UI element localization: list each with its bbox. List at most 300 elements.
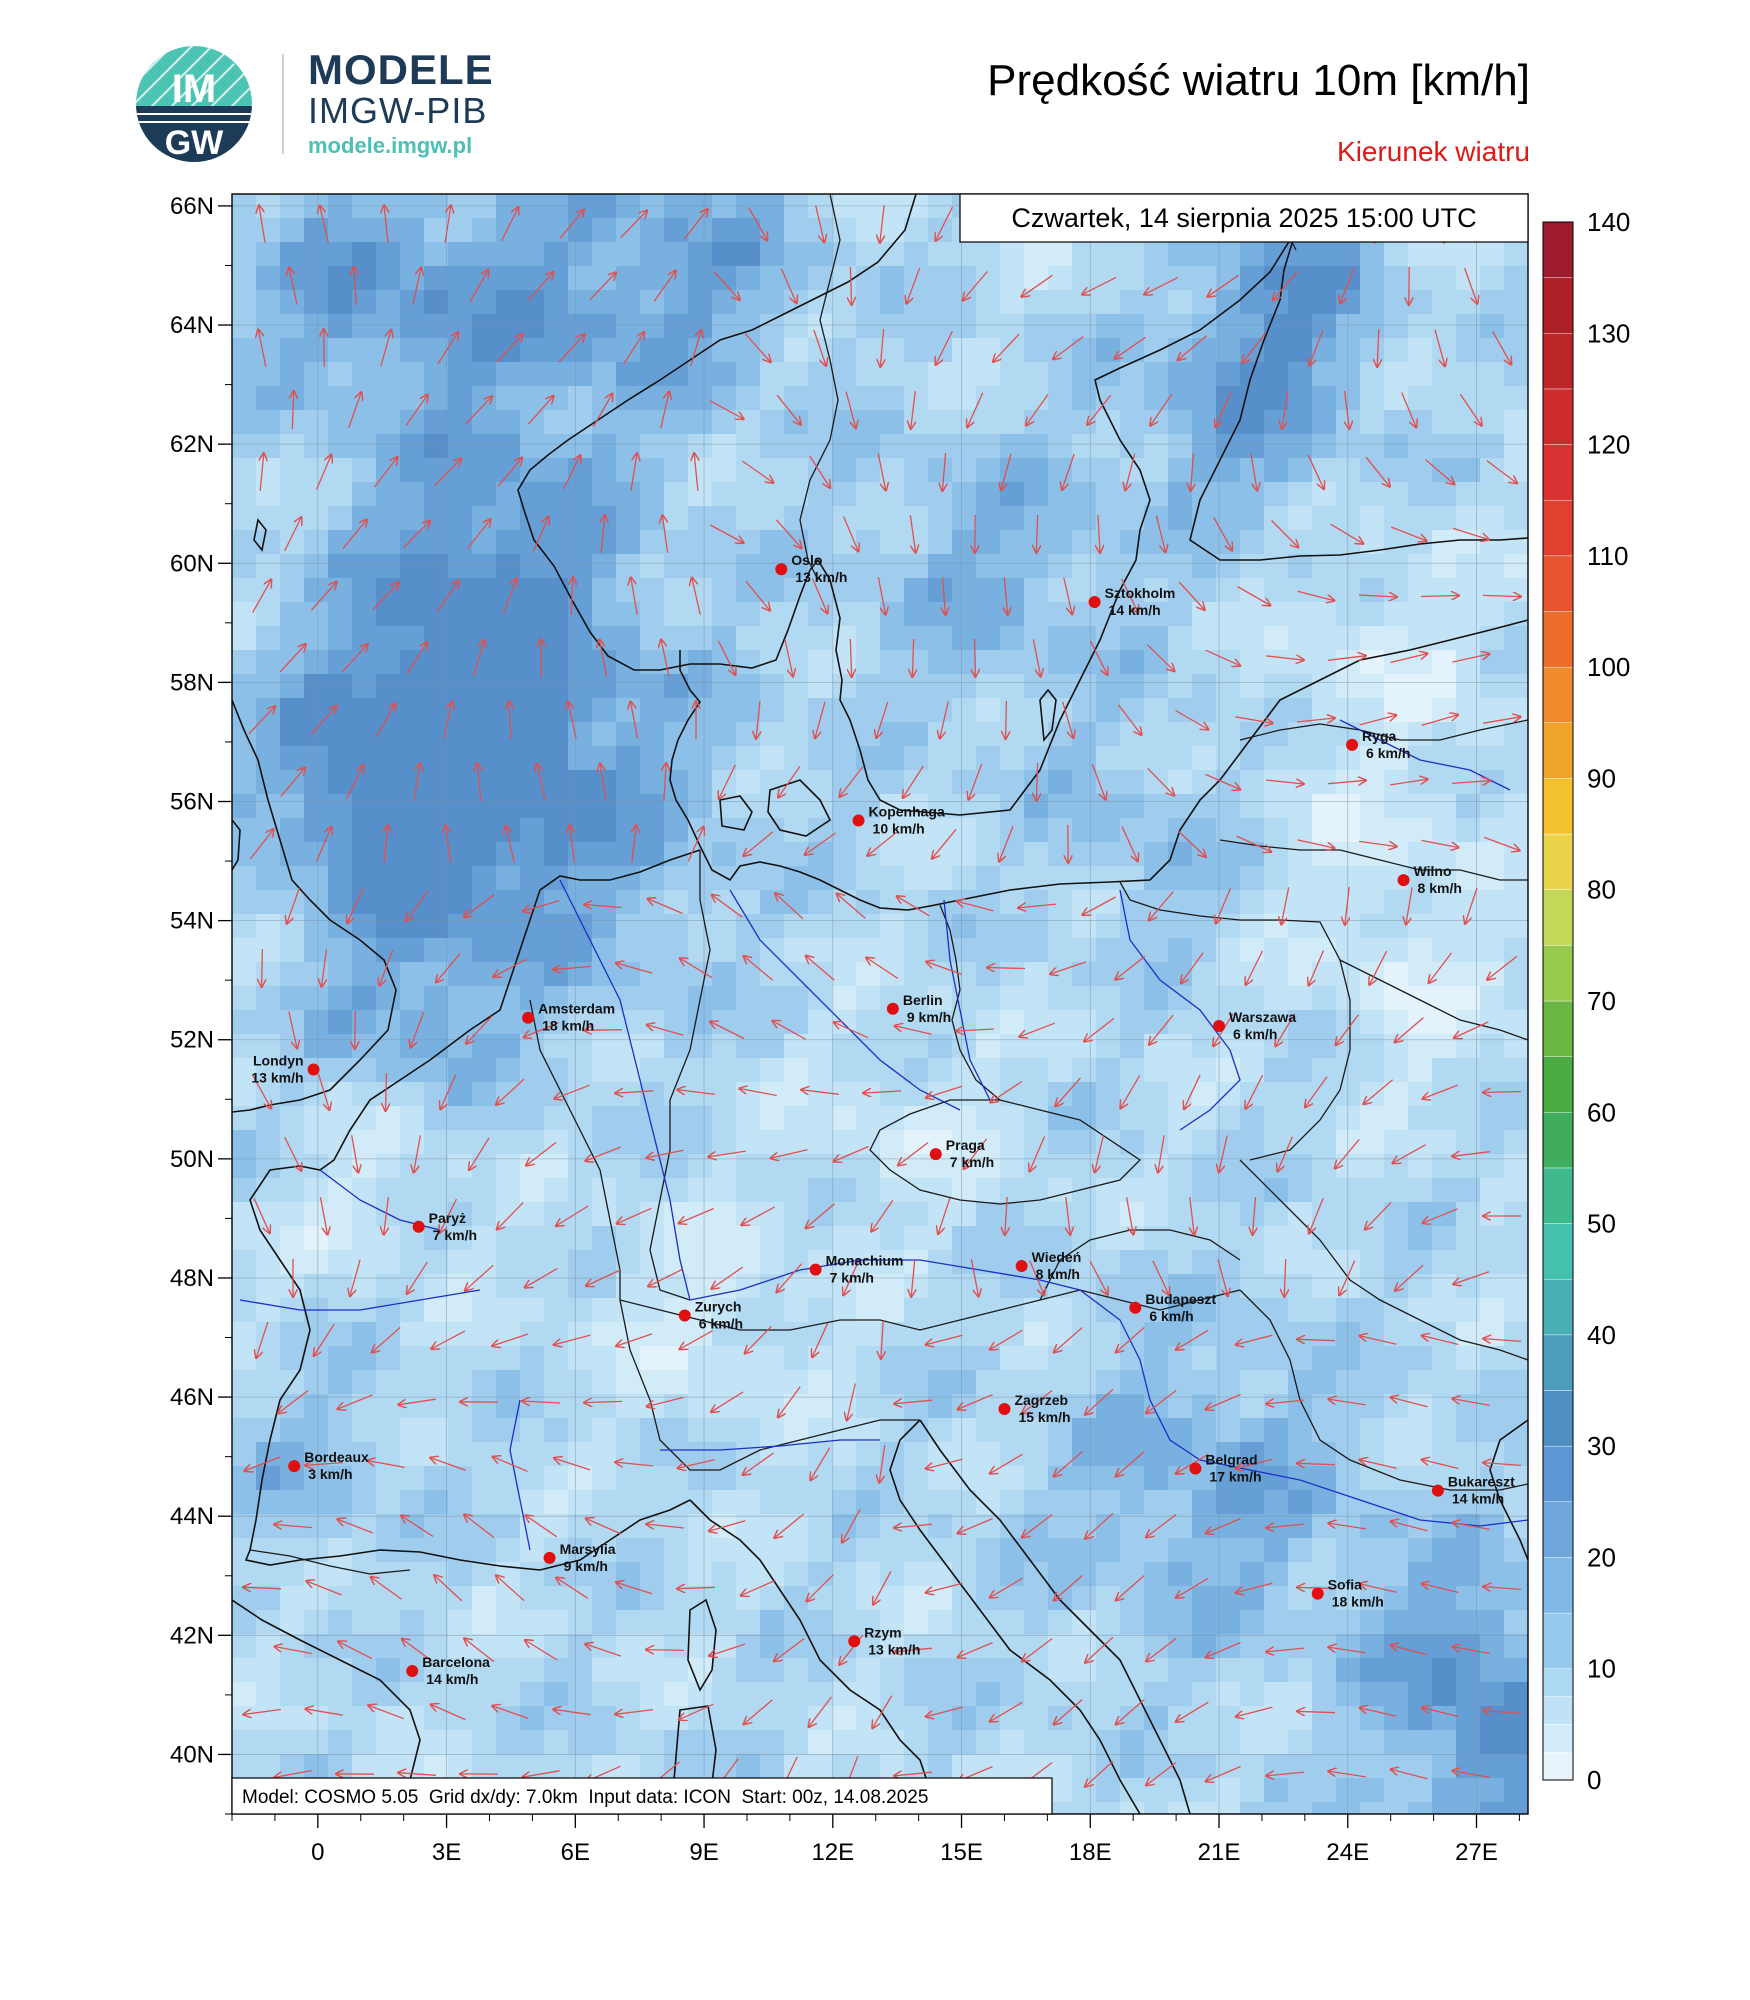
wind-speed-cell: [1000, 1106, 1025, 1131]
wind-speed-cell: [400, 1394, 425, 1419]
wind-speed-cell: [328, 962, 353, 987]
chart-subtitle: Kierunek wiatru: [1337, 136, 1530, 167]
wind-speed-cell: [760, 986, 785, 1011]
wind-speed-cell: [1096, 434, 1121, 459]
wind-speed-cell: [592, 1754, 617, 1779]
wind-arrow: [1006, 701, 1007, 739]
wind-speed-cell: [712, 1442, 737, 1467]
wind-speed-cell: [616, 794, 641, 819]
wind-speed-cell: [280, 986, 305, 1011]
wind-speed-cell: [952, 1538, 977, 1563]
wind-speed-cell: [280, 674, 305, 699]
wind-speed-cell: [736, 530, 761, 555]
wind-speed-cell: [376, 242, 401, 267]
wind-speed-cell: [1048, 962, 1073, 987]
wind-speed-cell: [1024, 1202, 1049, 1227]
wind-speed-cell: [688, 1538, 713, 1563]
wind-speed-cell: [544, 626, 569, 651]
wind-speed-cell: [592, 674, 617, 699]
wind-speed-cell: [256, 458, 281, 483]
wind-speed-cell: [1192, 434, 1217, 459]
wind-speed-cell: [1504, 1730, 1529, 1755]
wind-speed-cell: [256, 218, 281, 243]
wind-speed-cell: [760, 1010, 785, 1035]
wind-speed-cell: [1144, 242, 1169, 267]
wind-speed-cell: [664, 554, 689, 579]
wind-speed-cell: [544, 362, 569, 387]
wind-speed-cell: [1480, 1322, 1505, 1347]
wind-speed-cell: [1312, 1730, 1337, 1755]
wind-speed-cell: [352, 314, 377, 339]
wind-speed-cell: [1288, 1514, 1313, 1539]
city-marker[interactable]: [1016, 1260, 1028, 1272]
wind-speed-cell: [232, 1226, 257, 1251]
wind-speed-cell: [376, 290, 401, 315]
wind-speed-cell: [568, 722, 593, 747]
wind-speed-cell: [1264, 1082, 1289, 1107]
colorbar-swatch: [1543, 834, 1573, 890]
wind-speed-cell: [544, 458, 569, 483]
wind-speed-cell: [280, 1178, 305, 1203]
wind-speed-cell: [328, 314, 353, 339]
wind-speed-cell: [880, 578, 905, 603]
wind-speed-cell: [1000, 1346, 1025, 1371]
wind-speed-cell: [1264, 578, 1289, 603]
wind-speed-cell: [1024, 482, 1049, 507]
wind-speed-cell: [568, 1202, 593, 1227]
wind-speed-cell: [688, 1418, 713, 1443]
wind-speed-cell: [664, 1442, 689, 1467]
wind-speed-cell: [1000, 650, 1025, 675]
wind-speed-cell: [1432, 1514, 1457, 1539]
wind-speed-cell: [1216, 842, 1241, 867]
wind-speed-cell: [904, 1394, 929, 1419]
city-marker[interactable]: [308, 1064, 320, 1076]
wind-speed-cell: [760, 1130, 785, 1155]
wind-speed-cell: [1216, 1562, 1241, 1587]
wind-speed-cell: [1384, 1130, 1409, 1155]
wind-speed-cell: [1096, 842, 1121, 867]
wind-speed-cell: [808, 962, 833, 987]
wind-speed-cell: [832, 530, 857, 555]
wind-speed-cell: [1240, 1250, 1265, 1275]
wind-speed-cell: [592, 1706, 617, 1731]
wind-speed-cell: [1384, 338, 1409, 363]
wind-speed-cell: [976, 722, 1001, 747]
wind-speed-cell: [232, 434, 257, 459]
wind-speed-cell: [496, 266, 521, 291]
wind-speed-cell: [496, 650, 521, 675]
city-marker[interactable]: [853, 815, 865, 827]
wind-speed-cell: [1072, 554, 1097, 579]
wind-speed-cell: [544, 794, 569, 819]
wind-speed-cell: [280, 1010, 305, 1035]
wind-speed-cell: [904, 530, 929, 555]
wind-speed-cell: [1288, 842, 1313, 867]
wind-speed-cell: [256, 1106, 281, 1131]
wind-speed-cell: [736, 962, 761, 987]
wind-speed-cell: [904, 362, 929, 387]
wind-speed-cell: [1096, 242, 1121, 267]
wind-speed-cell: [448, 1106, 473, 1131]
wind-speed-cell: [400, 1130, 425, 1155]
wind-speed-cell: [592, 266, 617, 291]
wind-speed-cell: [688, 434, 713, 459]
wind-speed-cell: [280, 1418, 305, 1443]
city-marker[interactable]: [1398, 874, 1410, 886]
wind-speed-cell: [1288, 1178, 1313, 1203]
colorbar-swatch: [1543, 1391, 1573, 1447]
wind-speed-cell: [1168, 674, 1193, 699]
wind-speed-cell: [1288, 506, 1313, 531]
wind-speed-cell: [1120, 746, 1145, 771]
wind-speed-cell: [1048, 1154, 1073, 1179]
wind-speed-cell: [808, 1010, 833, 1035]
wind-speed-cell: [664, 1106, 689, 1131]
wind-speed-cell: [568, 530, 593, 555]
wind-speed-cell: [1312, 290, 1337, 315]
wind-speed-cell: [232, 1418, 257, 1443]
wind-speed-cell: [1048, 266, 1073, 291]
wind-speed-cell: [376, 770, 401, 795]
city-marker[interactable]: [288, 1460, 300, 1472]
wind-speed-cell: [1048, 1130, 1073, 1155]
wind-speed-cell: [1144, 1082, 1169, 1107]
wind-speed-cell: [1168, 1634, 1193, 1659]
wind-speed-cell: [1288, 434, 1313, 459]
wind-speed-cell: [1240, 890, 1265, 915]
city-marker[interactable]: [998, 1403, 1010, 1415]
city-marker[interactable]: [1432, 1485, 1444, 1497]
wind-speed-cell: [1360, 266, 1385, 291]
wind-speed-cell: [328, 1586, 353, 1611]
wind-speed-cell: [496, 578, 521, 603]
wind-speed-cell: [472, 1370, 497, 1395]
wind-speed-cell: [568, 1058, 593, 1083]
wind-speed-cell: [808, 1562, 833, 1587]
wind-speed-cell: [1432, 1298, 1457, 1323]
wind-speed-cell: [400, 1034, 425, 1059]
wind-speed-cell: [1264, 506, 1289, 531]
wind-speed-cell: [760, 482, 785, 507]
city-marker[interactable]: [848, 1635, 860, 1647]
wind-speed-cell: [688, 1514, 713, 1539]
wind-speed-cell: [1072, 506, 1097, 531]
city-marker[interactable]: [930, 1148, 942, 1160]
wind-speed-cell: [1144, 1346, 1169, 1371]
wind-speed-cell: [664, 1538, 689, 1563]
wind-speed-cell: [1312, 1130, 1337, 1155]
wind-speed-cell: [1336, 602, 1361, 627]
wind-speed-cell: [280, 1658, 305, 1683]
wind-speed-cell: [448, 1706, 473, 1731]
wind-speed-cell: [304, 1730, 329, 1755]
wind-speed-cell: [784, 818, 809, 843]
wind-speed-cell: [1264, 1562, 1289, 1587]
wind-speed-cell: [448, 1442, 473, 1467]
wind-speed-cell: [736, 1658, 761, 1683]
colorbar-tick-label: 40: [1587, 1319, 1616, 1350]
wind-speed-cell: [1216, 410, 1241, 435]
wind-speed-cell: [592, 554, 617, 579]
wind-speed-cell: [712, 1562, 737, 1587]
wind-speed-cell: [664, 914, 689, 939]
wind-speed-cell: [904, 458, 929, 483]
wind-speed-cell: [760, 218, 785, 243]
wind-speed-cell: [1480, 1058, 1505, 1083]
wind-speed-cell: [952, 434, 977, 459]
wind-speed-cell: [856, 914, 881, 939]
city-marker[interactable]: [522, 1012, 534, 1024]
wind-speed-cell: [616, 914, 641, 939]
wind-speed-cell: [712, 242, 737, 267]
wind-speed-cell: [976, 1730, 1001, 1755]
wind-speed-cell: [928, 1106, 953, 1131]
wind-speed-cell: [304, 1106, 329, 1131]
wind-speed-cell: [592, 1082, 617, 1107]
wind-speed-cell: [1336, 866, 1361, 891]
wind-speed-cell: [568, 674, 593, 699]
wind-speed-cell: [232, 290, 257, 315]
wind-speed-cell: [1168, 626, 1193, 651]
wind-speed-cell: [784, 1298, 809, 1323]
wind-speed-cell: [664, 338, 689, 363]
wind-speed-cell: [1504, 362, 1529, 387]
wind-speed-cell: [520, 1610, 545, 1635]
wind-speed-cell: [472, 1202, 497, 1227]
wind-speed-cell: [736, 890, 761, 915]
wind-speed-cell: [880, 650, 905, 675]
wind-speed-cell: [736, 1226, 761, 1251]
wind-speed-cell: [400, 746, 425, 771]
wind-speed-cell: [760, 722, 785, 747]
wind-speed-cell: [544, 386, 569, 411]
wind-speed-cell: [520, 434, 545, 459]
wind-speed-cell: [472, 1730, 497, 1755]
wind-speed-cell: [880, 938, 905, 963]
wind-speed-cell: [376, 1658, 401, 1683]
wind-speed-cell: [448, 866, 473, 891]
city-marker[interactable]: [413, 1221, 425, 1233]
city-marker[interactable]: [775, 563, 787, 575]
wind-speed-cell: [328, 1322, 353, 1347]
wind-speed-cell: [232, 1010, 257, 1035]
wind-speed-cell: [1240, 1586, 1265, 1611]
city-marker[interactable]: [544, 1552, 556, 1564]
wind-speed-cell: [328, 1346, 353, 1371]
wind-speed-cell: [1384, 1610, 1409, 1635]
wind-speed-cell: [1144, 554, 1169, 579]
wind-speed-cell: [592, 1418, 617, 1443]
wind-speed-cell: [784, 1058, 809, 1083]
wind-arrow: [646, 1650, 684, 1651]
wind-speed-cell: [640, 794, 665, 819]
wind-speed-cell: [952, 266, 977, 291]
wind-speed-cell: [1168, 1466, 1193, 1491]
wind-speed-cell: [1264, 1634, 1289, 1659]
city-marker[interactable]: [1129, 1302, 1141, 1314]
city-wind-value: 13 km/h: [795, 569, 848, 586]
wind-speed-cell: [496, 986, 521, 1011]
wind-speed-cell: [1192, 1010, 1217, 1035]
wind-speed-cell: [664, 434, 689, 459]
wind-speed-cell: [1072, 698, 1097, 723]
wind-speed-cell: [928, 1562, 953, 1587]
wind-speed-cell: [352, 746, 377, 771]
wind-speed-cell: [904, 962, 929, 987]
wind-speed-cell: [784, 938, 809, 963]
city-marker[interactable]: [810, 1264, 822, 1276]
wind-speed-cell: [640, 1730, 665, 1755]
wind-speed-cell: [1264, 1178, 1289, 1203]
wind-speed-cell: [544, 1058, 569, 1083]
wind-speed-cell: [1432, 1610, 1457, 1635]
wind-speed-cell: [496, 434, 521, 459]
wind-speed-cell: [1264, 1370, 1289, 1395]
wind-speed-cell: [448, 914, 473, 939]
wind-speed-cell: [568, 1178, 593, 1203]
wind-speed-cell: [616, 626, 641, 651]
wind-speed-cell: [1504, 650, 1529, 675]
city-marker[interactable]: [406, 1665, 418, 1677]
colorbar-tick-label: 50: [1587, 1208, 1616, 1239]
wind-speed-cell: [424, 242, 449, 267]
wind-speed-cell: [1264, 962, 1289, 987]
wind-speed-cell: [376, 746, 401, 771]
wind-speed-cell: [1264, 818, 1289, 843]
wind-speed-cell: [952, 314, 977, 339]
city-wind-value: 6 km/h: [1233, 1026, 1278, 1043]
wind-speed-cell: [1288, 626, 1313, 651]
city-marker[interactable]: [1213, 1020, 1225, 1032]
wind-speed-cell: [376, 890, 401, 915]
wind-speed-cell: [712, 362, 737, 387]
wind-speed-cell: [592, 1202, 617, 1227]
wind-speed-cell: [1288, 1130, 1313, 1155]
wind-speed-cell: [1360, 482, 1385, 507]
city-marker[interactable]: [1089, 596, 1101, 608]
city-marker[interactable]: [1346, 739, 1358, 751]
wind-speed-cell: [1120, 698, 1145, 723]
brand-url-link[interactable]: modele.imgw.pl: [308, 133, 473, 158]
wind-speed-cell: [352, 1130, 377, 1155]
wind-speed-cell: [352, 1658, 377, 1683]
wind-speed-cell: [976, 1034, 1001, 1059]
wind-speed-cell: [544, 914, 569, 939]
city-marker[interactable]: [1189, 1463, 1201, 1475]
wind-speed-cell: [280, 746, 305, 771]
wind-speed-cell: [1288, 1754, 1313, 1779]
wind-speed-cell: [760, 1706, 785, 1731]
wind-speed-cell: [760, 1658, 785, 1683]
wind-speed-cell: [496, 1538, 521, 1563]
wind-speed-cell: [1360, 1514, 1385, 1539]
wind-speed-cell: [1000, 578, 1025, 603]
wind-speed-cell: [1240, 794, 1265, 819]
wind-speed-cell: [928, 434, 953, 459]
wind-speed-cell: [592, 434, 617, 459]
wind-speed-cell: [808, 986, 833, 1011]
wind-speed-cell: [1216, 482, 1241, 507]
wind-speed-cell: [1144, 314, 1169, 339]
wind-speed-cell: [520, 698, 545, 723]
wind-speed-cell: [688, 1034, 713, 1059]
wind-speed-cell: [544, 890, 569, 915]
wind-speed-cell: [1048, 434, 1073, 459]
wind-speed-cell: [1360, 242, 1385, 267]
wind-speed-cell: [1288, 1034, 1313, 1059]
wind-speed-cell: [544, 218, 569, 243]
wind-speed-cell: [784, 1394, 809, 1419]
wind-speed-cell: [1000, 842, 1025, 867]
wind-speed-cell: [376, 1370, 401, 1395]
city-marker[interactable]: [679, 1309, 691, 1321]
wind-speed-cell: [808, 650, 833, 675]
wind-speed-cell: [1144, 1322, 1169, 1347]
wind-speed-cell: [1480, 890, 1505, 915]
wind-speed-cell: [1384, 458, 1409, 483]
wind-speed-cell: [376, 362, 401, 387]
wind-speed-cell: [1504, 746, 1529, 771]
wind-speed-cell: [1408, 674, 1433, 699]
wind-speed-cell: [688, 1154, 713, 1179]
wind-speed-cell: [832, 314, 857, 339]
wind-speed-cell: [1192, 410, 1217, 435]
wind-speed-cell: [496, 458, 521, 483]
wind-speed-cell: [760, 1226, 785, 1251]
wind-speed-cell: [400, 1106, 425, 1131]
wind-speed-cell: [904, 1298, 929, 1323]
city-marker[interactable]: [1312, 1588, 1324, 1600]
wind-speed-cell: [544, 1610, 569, 1635]
wind-speed-cell: [808, 1298, 833, 1323]
city-marker[interactable]: [887, 1003, 899, 1015]
wind-speed-cell: [568, 1418, 593, 1443]
wind-speed-cell: [976, 746, 1001, 771]
wind-speed-cell: [1360, 1562, 1385, 1587]
wind-speed-cell: [1432, 602, 1457, 627]
city-name: Ryga: [1362, 727, 1397, 744]
wind-speed-cell: [832, 1394, 857, 1419]
wind-speed-cell: [448, 1730, 473, 1755]
wind-speed-cell: [1120, 674, 1145, 699]
wind-speed-cell: [448, 1178, 473, 1203]
wind-speed-cell: [1312, 650, 1337, 675]
wind-speed-cell: [712, 290, 737, 315]
wind-speed-cell: [640, 674, 665, 699]
wind-speed-cell: [1120, 986, 1145, 1011]
wind-speed-cell: [280, 962, 305, 987]
wind-speed-cell: [1120, 842, 1145, 867]
wind-speed-cell: [1168, 290, 1193, 315]
city-name: Paryż: [428, 1209, 467, 1226]
wind-speed-cell: [688, 242, 713, 267]
wind-speed-cell: [1336, 290, 1361, 315]
wind-speed-cell: [280, 1730, 305, 1755]
wind-speed-cell: [520, 1106, 545, 1131]
wind-speed-cell: [1408, 1730, 1433, 1755]
wind-speed-cell: [1168, 1682, 1193, 1707]
wind-speed-cell: [688, 410, 713, 435]
wind-speed-cell: [904, 290, 929, 315]
wind-speed-cell: [1168, 722, 1193, 747]
wind-speed-cell: [1216, 602, 1241, 627]
wind-speed-cell: [760, 578, 785, 603]
wind-speed-cell: [928, 1586, 953, 1611]
wind-speed-cell: [544, 578, 569, 603]
wind-speed-cell: [784, 986, 809, 1011]
wind-speed-cell: [880, 1058, 905, 1083]
